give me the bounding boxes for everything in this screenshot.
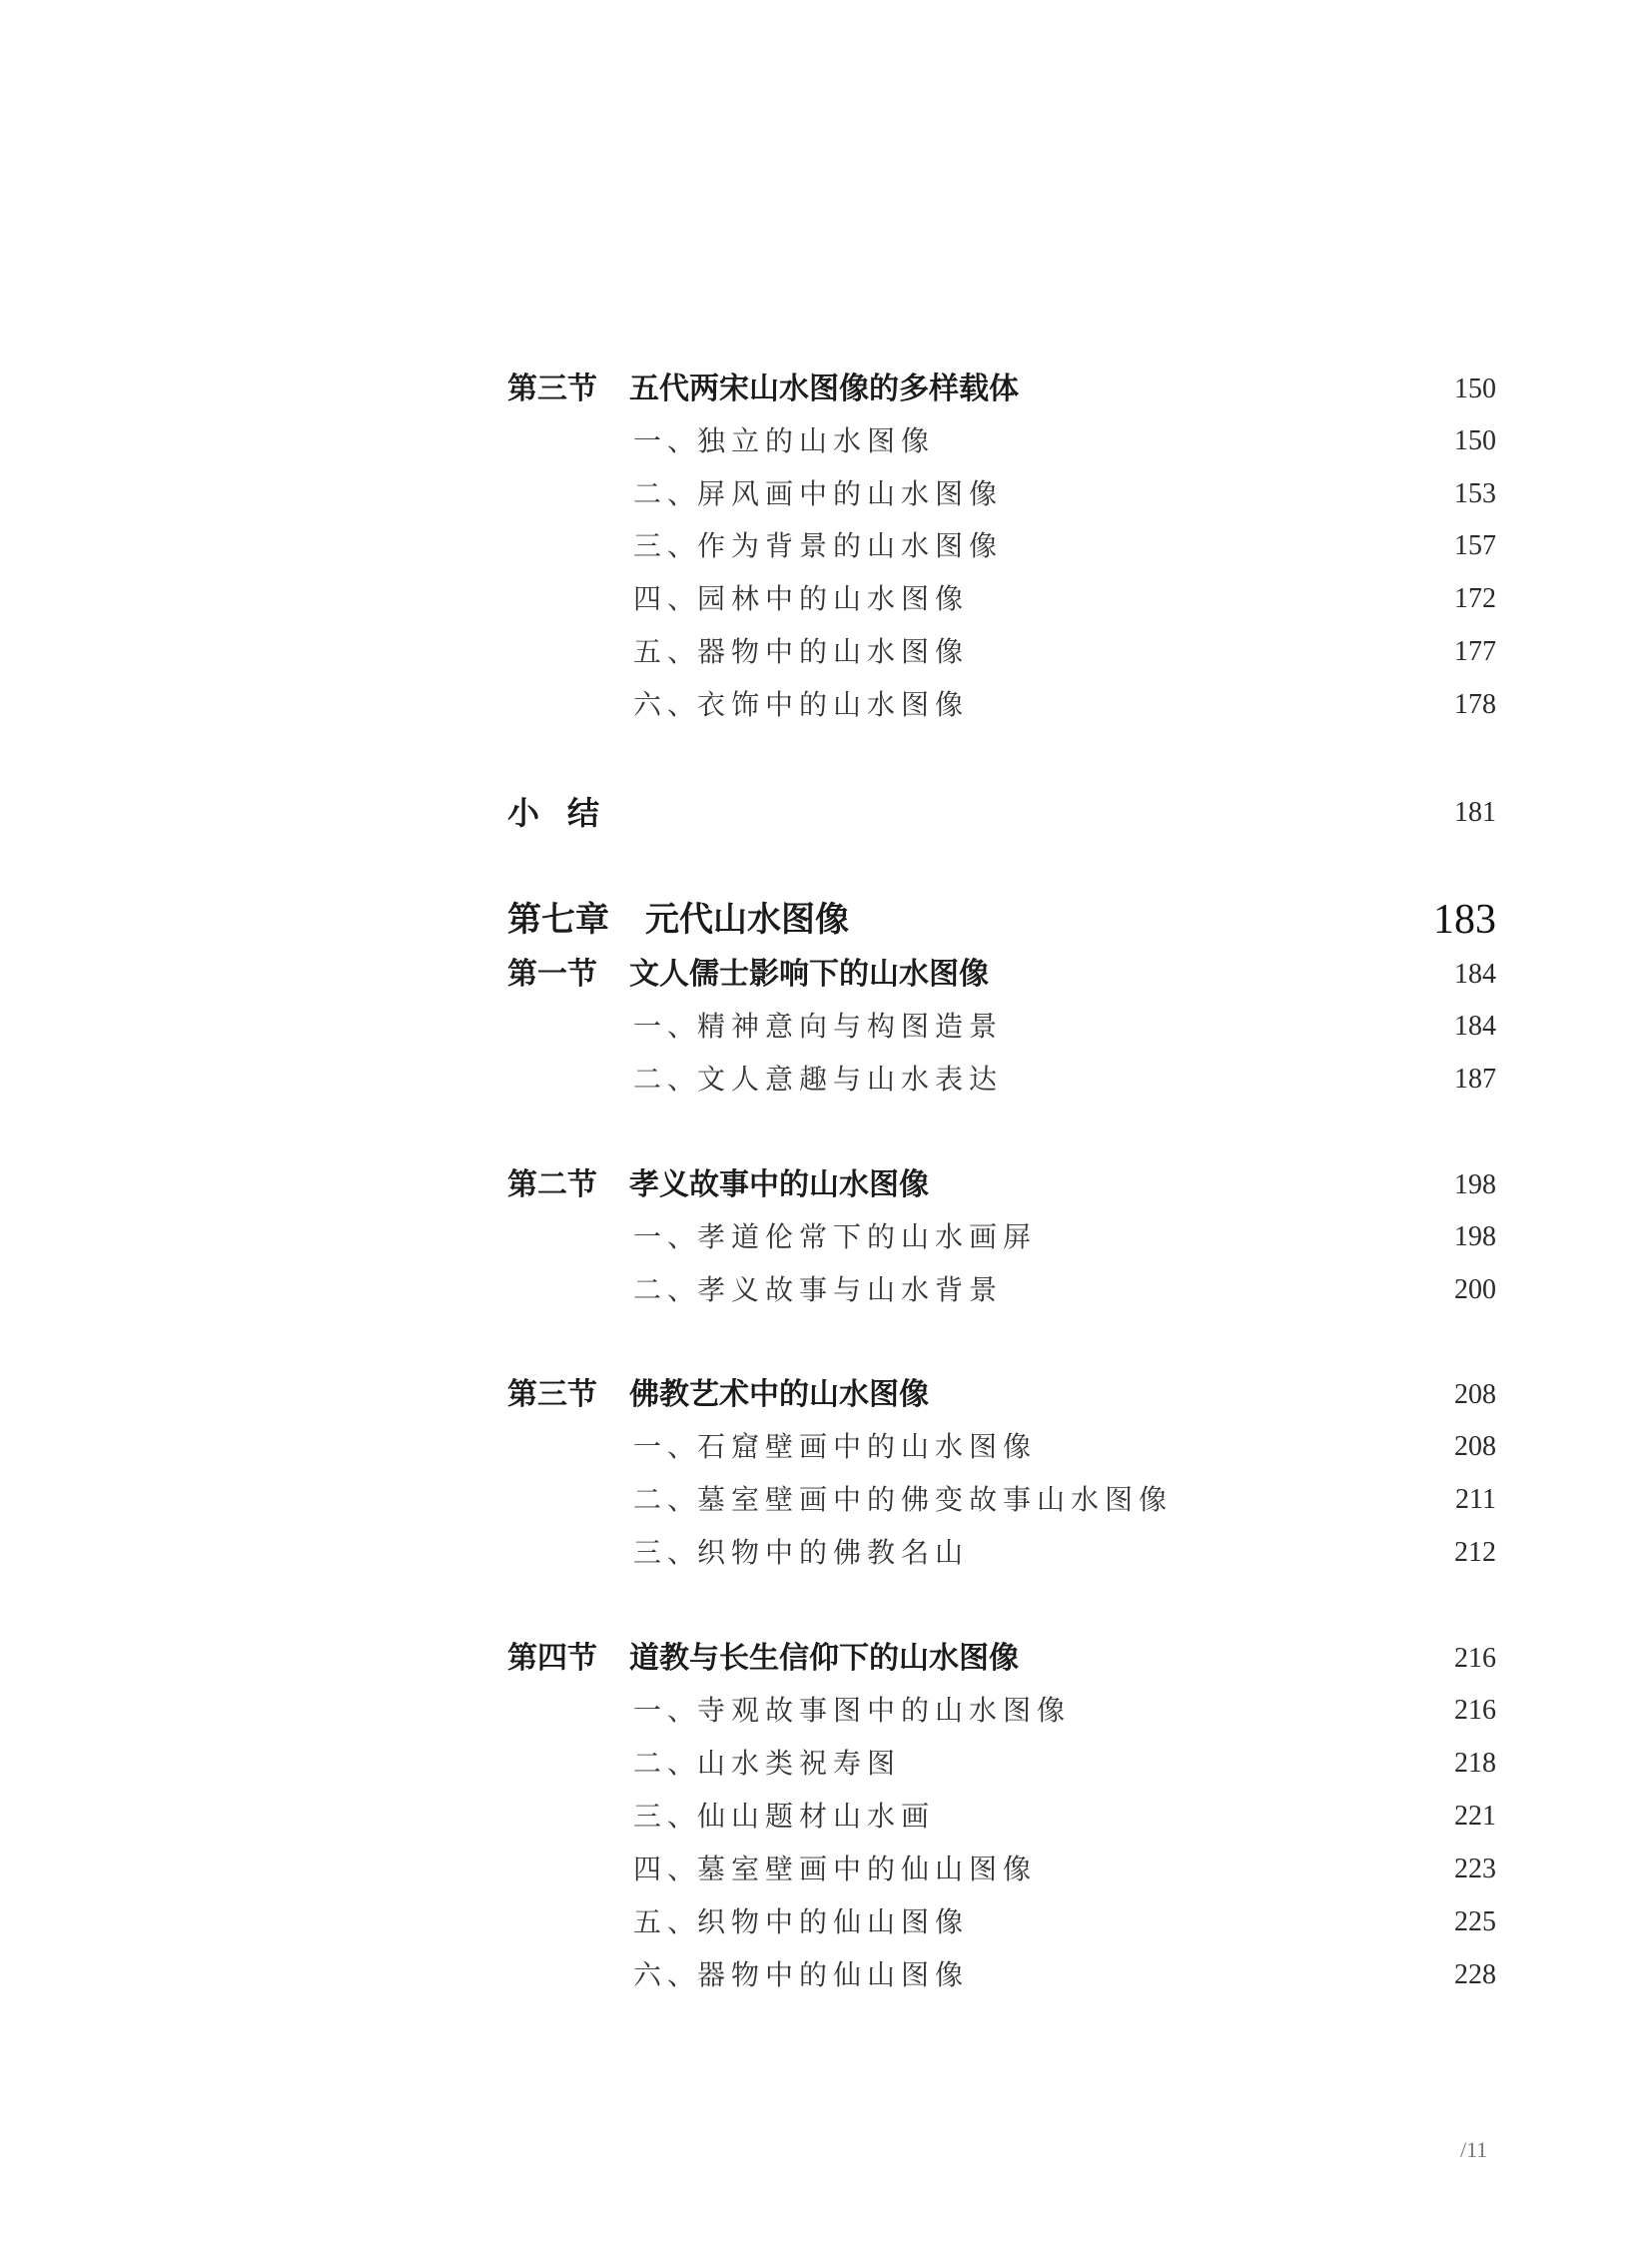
subsection-title: 园林中的山水图像: [697, 582, 970, 615]
toc-subsection-row[interactable]: [507, 1005, 1496, 1057]
toc-subsection-row[interactable]: [507, 1478, 1496, 1530]
toc-subsection-row[interactable]: [507, 1425, 1496, 1477]
subsection-label: 二、: [633, 1063, 702, 1096]
page-number: 218: [1454, 1748, 1496, 1779]
subsection-title: 器物中的仙山图像: [697, 1958, 970, 1991]
toc-subsection-row[interactable]: [507, 419, 1496, 471]
subsection-label: 四、: [633, 582, 702, 615]
page-number: 178: [1454, 689, 1496, 720]
subsection-title: 石窟壁画中的山水图像: [697, 1430, 1038, 1463]
subsection-title: 作为背景的山水图像: [697, 529, 1004, 562]
subsection-label: 一、: [633, 424, 702, 457]
subsection-title: 墓室壁画中的仙山图像: [697, 1853, 1038, 1885]
subsection-title: 孝道伦常下的山水画屏: [697, 1220, 1038, 1253]
page-number: 184: [1454, 1011, 1496, 1042]
toc-subsection-row[interactable]: [507, 630, 1496, 682]
toc-subsection-row[interactable]: [507, 1742, 1496, 1794]
subsection-label: 一、: [633, 1430, 702, 1463]
toc-subsection-row[interactable]: [507, 1795, 1496, 1847]
toc-chapter-row[interactable]: [507, 892, 1496, 952]
subsection-label: 二、: [633, 477, 702, 510]
subsection-title: 墓室壁画中的佛变故事山水图像: [697, 1483, 1174, 1516]
page-number: 208: [1454, 1379, 1496, 1410]
subsection-label: 一、: [633, 1010, 702, 1043]
subsection-label: 一、: [633, 1220, 702, 1253]
subsection-label: 三、: [633, 1536, 702, 1569]
toc-subsection-row[interactable]: [507, 577, 1496, 629]
toc-subsection-row[interactable]: [507, 1268, 1496, 1320]
subsection-label: 二、: [633, 1273, 702, 1306]
summary-label: 小结: [507, 794, 628, 832]
section-label: 第三节: [507, 1377, 597, 1412]
toc-subsection-row[interactable]: [507, 1848, 1496, 1899]
toc-section-row[interactable]: [507, 368, 1496, 419]
page-number: 216: [1454, 1643, 1496, 1674]
subsection-label: 二、: [633, 1747, 702, 1780]
subsection-label: 一、: [633, 1694, 702, 1727]
subsection-label: 三、: [633, 1800, 702, 1833]
toc-subsection-row[interactable]: [507, 1531, 1496, 1583]
page-number: 157: [1454, 530, 1496, 561]
section-title: 五代两宋山水图像的多样载体: [629, 372, 1019, 406]
toc-subsection-row[interactable]: [507, 1215, 1496, 1267]
toc-summary-row[interactable]: [507, 791, 1496, 843]
section-label: 第二节: [507, 1167, 597, 1202]
subsection-title: 屏风画中的山水图像: [697, 477, 1004, 510]
subsection-label: 六、: [633, 688, 702, 721]
subsection-label: 二、: [633, 1483, 702, 1516]
page-number: 198: [1454, 1169, 1496, 1200]
chapter-label: 第七章: [507, 900, 609, 940]
toc-subsection-row[interactable]: [507, 1900, 1496, 1952]
page-number: 153: [1454, 478, 1496, 509]
subsection-label: 五、: [633, 635, 702, 668]
toc-subsection-row[interactable]: [507, 472, 1496, 524]
subsection-title: 独立的山水图像: [697, 424, 936, 457]
page-number: 181: [1454, 797, 1496, 828]
toc-section-row[interactable]: [507, 1637, 1496, 1689]
subsection-title: 衣饰中的山水图像: [697, 688, 970, 721]
page-number: 187: [1454, 1064, 1496, 1095]
toc-subsection-row[interactable]: [507, 683, 1496, 735]
page-number: 223: [1454, 1854, 1496, 1884]
subsection-title: 寺观故事图中的山水图像: [697, 1694, 1072, 1727]
chapter-title: 元代山水图像: [645, 900, 849, 940]
subsection-title: 织物中的仙山图像: [697, 1905, 970, 1938]
page-number: 200: [1454, 1274, 1496, 1305]
page-number: 208: [1454, 1431, 1496, 1462]
page-number: 150: [1454, 425, 1496, 456]
toc-subsection-row[interactable]: [507, 1689, 1496, 1741]
section-title: 佛教艺术中的山水图像: [629, 1377, 929, 1412]
subsection-title: 仙山题材山水画: [697, 1800, 936, 1833]
subsection-title: 织物中的佛教名山: [697, 1536, 970, 1569]
subsection-label: 四、: [633, 1853, 702, 1885]
subsection-title: 器物中的山水图像: [697, 635, 970, 668]
page-number: 211: [1455, 1484, 1496, 1515]
page-number: 212: [1454, 1537, 1496, 1568]
toc-section-row[interactable]: [507, 953, 1496, 1005]
section-title: 文人儒士影响下的山水图像: [629, 957, 989, 992]
subsection-label: 六、: [633, 1958, 702, 1991]
page-number: 150: [1454, 374, 1496, 404]
page-number: 177: [1454, 636, 1496, 667]
section-title: 孝义故事中的山水图像: [629, 1167, 929, 1202]
page-number: 198: [1454, 1221, 1496, 1252]
page-number: 172: [1454, 583, 1496, 614]
page-number: 216: [1454, 1695, 1496, 1726]
page-number: 221: [1454, 1801, 1496, 1832]
page-number: 184: [1454, 959, 1496, 990]
section-label: 第四节: [507, 1641, 597, 1676]
subsection-label: 三、: [633, 529, 702, 562]
subsection-title: 文人意趣与山水表达: [697, 1063, 1004, 1096]
subsection-title: 山水类祝寿图: [697, 1747, 902, 1780]
toc-section-row[interactable]: [507, 1373, 1496, 1425]
folio-page-number: /11: [1460, 2137, 1488, 2162]
subsection-label: 五、: [633, 1905, 702, 1938]
subsection-title: 孝义故事与山水背景: [697, 1273, 1004, 1306]
toc-section-row[interactable]: [507, 1163, 1496, 1215]
toc-subsection-row[interactable]: [507, 1058, 1496, 1110]
toc-subsection-row[interactable]: [507, 1953, 1496, 2005]
toc-subsection-row[interactable]: [507, 524, 1496, 576]
subsection-title: 精神意向与构图造景: [697, 1010, 1004, 1043]
page-number: 183: [1433, 897, 1496, 943]
section-title: 道教与长生信仰下的山水图像: [629, 1641, 1019, 1676]
page-number: 228: [1454, 1959, 1496, 1990]
section-label: 第三节: [507, 372, 597, 406]
page-number: 225: [1454, 1906, 1496, 1937]
section-label: 第一节: [507, 957, 597, 992]
